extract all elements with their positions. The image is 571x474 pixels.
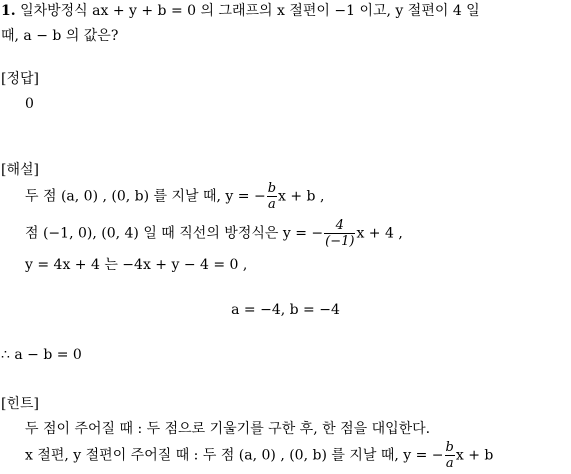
explanation-header: [해설] xyxy=(1,162,39,178)
problem-number: 1. xyxy=(1,3,16,19)
explanation-line-1-suffix: x + b , xyxy=(278,188,325,205)
fraction-denominator: (−1) xyxy=(325,234,355,249)
answer-header: [정답] xyxy=(1,71,39,87)
fraction-numerator: b xyxy=(267,181,277,196)
fraction-numerator: b xyxy=(445,440,454,455)
hint-line-2-suffix: x + b xyxy=(455,447,494,464)
hint-line-2 xyxy=(25,440,493,471)
explanation-line-1-prefix: 두 점 (a, 0) , (0, b) 를 지날 때, y = − xyxy=(25,188,266,205)
hint-line-2-prefix: x 절편, y 절편이 주어질 때 : 두 점 (a, 0) , (0, b) 를 지날 때, y = − xyxy=(25,447,444,464)
explanation-line-3: y = 4x + 4 는 −4x + y − 4 = 0 , xyxy=(25,257,248,273)
explanation-center-equation: a = −4, b = −4 xyxy=(231,302,340,318)
explanation-line-2-suffix: x + 4 , xyxy=(356,225,403,242)
fraction-b-over-a xyxy=(267,181,277,212)
fraction-4-over-neg1 xyxy=(324,218,355,249)
hint-line-1: 두 점이 주어질 때 : 두 점으로 기울기를 구한 후, 한 점을 대입한다. xyxy=(25,421,431,437)
hint-header: [힌트] xyxy=(1,396,39,412)
explanation-line-1 xyxy=(25,181,324,212)
answer-value: 0 xyxy=(25,96,34,112)
problem-text-1: 일차방정식 ax + y + b = 0 의 그래프의 x 절편이 −1 이고, y 절편이 4 일 xyxy=(20,3,480,19)
fraction-denominator: a xyxy=(267,197,276,212)
fraction-numerator: 4 xyxy=(324,218,355,234)
fraction-b-over-a xyxy=(445,440,455,471)
explanation-line-2 xyxy=(25,218,403,249)
problem-line-1 xyxy=(1,4,480,18)
problem-line-2 xyxy=(1,29,118,43)
fraction-denominator: a xyxy=(445,456,454,471)
explanation-line-2-prefix: 점 (−1, 0), (0, 4) 일 때 직선의 방정식은 y = − xyxy=(25,225,324,242)
explanation-therefore: ∴ a − b = 0 xyxy=(1,347,82,363)
problem-text-2: 때, a − b 의 값은? xyxy=(1,28,119,44)
